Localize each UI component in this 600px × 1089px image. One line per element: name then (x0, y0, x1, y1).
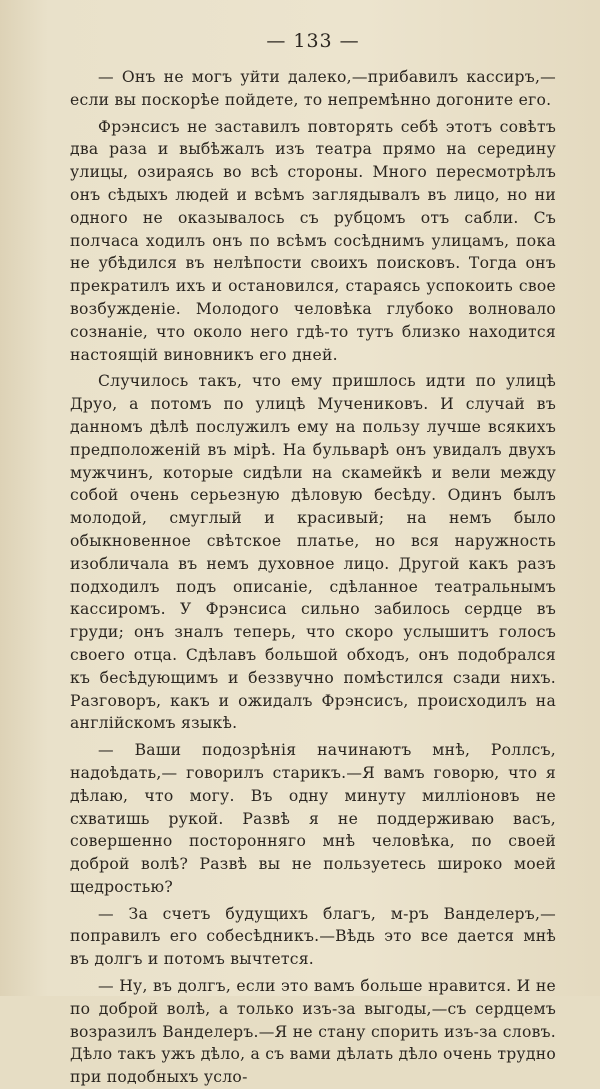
paragraph: Фрэнсисъ не заставилъ повторять себѣ этотъ совѣтъ два раза и выбѣжалъ изъ театра прямо на середину улицы, озираясь во всѣ стороны. Много пересмотрѣлъ онъ сѣдыхъ людей и всѣмъ заглядывалъ въ лицо, но ни одного не оказывалось съ рубцомъ отъ сабли. Съ полчаса ходилъ онъ по всѣмъ сосѣднимъ улицамъ, пока не убѣдился въ нелѣпости своихъ поисковъ. Тогда онъ прекратилъ ихъ и остановился, стараясь успокоить свое возбужденіе. Молодого человѣка глубоко волновало сознаніе, что около него гдѣ-то тутъ близко находится настоящій виновникъ его дней. (70, 117, 556, 364)
page-number: — 133 — (266, 30, 360, 52)
paragraph: — За счетъ будущихъ благъ, м-ръ Ванделеръ,—поправилъ его собесѣдникъ.—Вѣдь это все дается мнѣ въ долгъ и потомъ вычтется. (70, 904, 556, 969)
page-body (70, 66, 556, 1089)
paragraph: — Онъ не могъ уйти далеко,—прибавилъ кассиръ,—если вы поскорѣе пойдете, то непремѣнно догоните его. (70, 68, 556, 109)
paragraph: — Ваши подозрѣнія начинаютъ мнѣ, Роллсъ, надоѣдать,— говорилъ старикъ.—Я вамъ говорю, что я дѣлаю, что могу. Въ одну минуту милліоновъ не схватишь рукой. Развѣ я не поддерживаю васъ, совершенно посторонняго мнѣ человѣка, по своей доброй волѣ? Развѣ вы не пользуетесь широко моей щедростью? (70, 741, 556, 896)
paragraph: Случилось такъ, что ему пришлось идти по улицѣ Друо, а потомъ по улицѣ Мучениковъ. И случай въ данномъ дѣлѣ послужилъ ему на пользу лучше всякихъ предположеній въ мірѣ. На бульварѣ онъ увидалъ двухъ мужчинъ, которые сидѣли на скамейкѣ и вели между собой очень серьезную дѣловую бесѣду. Одинъ былъ молодой, смуглый и красивый; на немъ было обыкновенное свѣтское платье, но вся наружность изобличала въ немъ духовное лицо. Другой какъ разъ подходилъ подъ описаніе, сдѣланное театральнымъ кассиромъ. У Фрэнсиса сильно забилось сердце въ груди; онъ зналъ теперь, что скоро услышитъ голосъ своего отца. Сдѣлавъ большой обходъ, онъ подобрался къ бесѣдующимъ и беззвучно помѣстился сзади нихъ. Разговоръ, какъ и ожидалъ Фрэнсисъ, происходилъ на англійскомъ языкѣ. (70, 372, 556, 733)
paragraph: — Ну, въ долгъ, если это вамъ больше нравится. И не по доброй волѣ, а только изъ-за выгоды,—съ сердцемъ возразилъ Ванделеръ.—Я не стану спорить изъ-за словъ. Дѣло такъ ужъ дѣло, а съ вами дѣлать дѣло очень трудно при подобныхъ усло- (70, 977, 556, 1087)
